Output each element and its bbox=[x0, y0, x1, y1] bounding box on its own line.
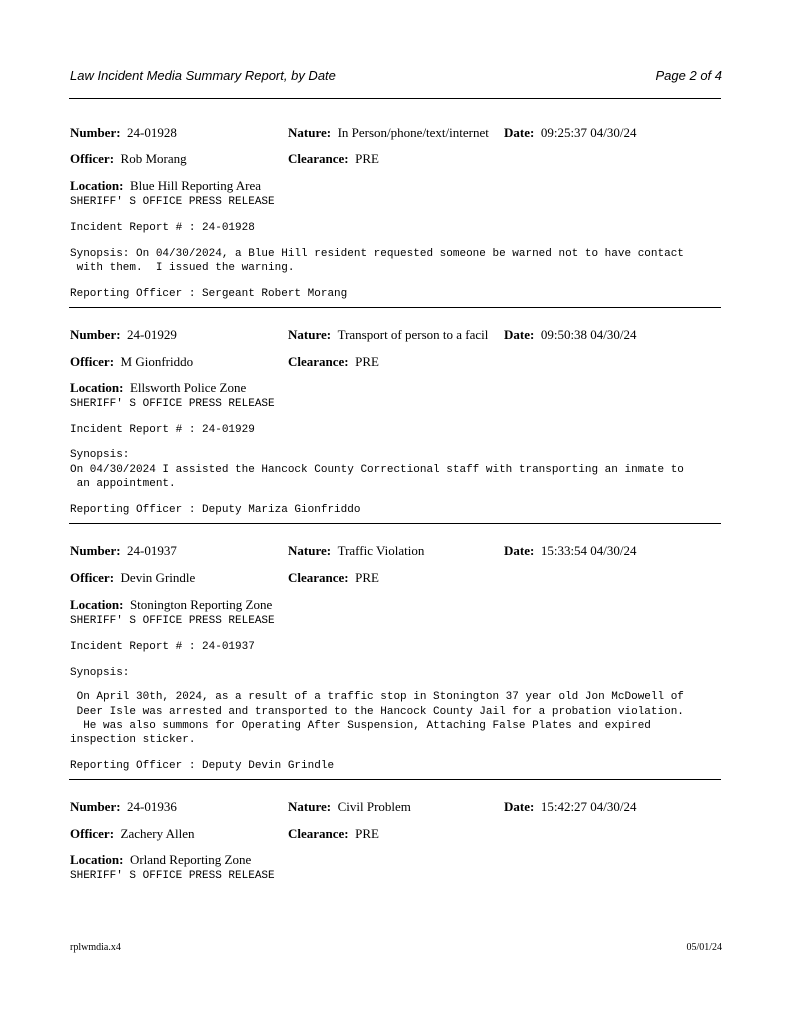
press-release-line: SHERIFF' S OFFICE PRESS RELEASE bbox=[70, 870, 275, 882]
synopsis-line: On April 30th, 2024, as a result of a traffic stop in Stonington 37 year old Jon McDowell of bbox=[70, 691, 684, 703]
report-title: Law Incident Media Summary Report, by Date bbox=[70, 68, 336, 83]
nature-field: Nature: In Person/phone/text/internet bbox=[288, 125, 489, 140]
incident-report-line: Incident Report # : 24-01929 bbox=[70, 424, 255, 436]
date-field: Date: 15:33:54 04/30/24 bbox=[504, 543, 637, 558]
footer-report-code: rplwmdia.x4 bbox=[70, 942, 121, 953]
incident-location: Blue Hill Reporting Area bbox=[129, 178, 262, 193]
officer-field: Officer: Devin Grindle bbox=[70, 570, 196, 585]
entry-divider bbox=[69, 307, 721, 308]
number-field: Number: 24-01936 bbox=[70, 799, 177, 814]
synopsis-line: with them. I issued the warning. bbox=[70, 262, 295, 274]
incident-nature: Transport of person to a facil bbox=[337, 327, 489, 342]
incident-nature: Traffic Violation bbox=[337, 543, 425, 558]
incident-number: 24-01937 bbox=[127, 543, 177, 558]
header-divider bbox=[69, 98, 721, 99]
incident-number: 24-01929 bbox=[127, 327, 177, 342]
number-field: Number: 24-01937 bbox=[70, 543, 177, 558]
incident-officer: Zachery Allen bbox=[120, 826, 195, 841]
incident-clearance: PRE bbox=[355, 570, 379, 585]
incident-nature: In Person/phone/text/internet bbox=[337, 125, 489, 140]
number-field: Number: 24-01928 bbox=[70, 125, 177, 140]
reporting-officer-line: Reporting Officer : Deputy Mariza Gionfriddo bbox=[70, 504, 361, 516]
incident-location: Ellsworth Police Zone bbox=[129, 380, 247, 395]
incident-report-line: Incident Report # : 24-01928 bbox=[70, 222, 255, 234]
press-release-line: SHERIFF' S OFFICE PRESS RELEASE bbox=[70, 196, 275, 208]
synopsis-line: an appointment. bbox=[70, 478, 176, 490]
clearance-field: Clearance: PRE bbox=[288, 826, 379, 841]
synopsis-line: Synopsis: On 04/30/2024, a Blue Hill resident requested someone be warned not to have contact bbox=[70, 248, 684, 260]
synopsis-line: Deer Isle was arrested and transported to the Hancock County Jail for a probation violation. bbox=[70, 706, 684, 718]
nature-field: Nature: Civil Problem bbox=[288, 799, 411, 814]
location-field: Location: Orland Reporting Zone bbox=[70, 852, 252, 867]
nature-field: Nature: Traffic Violation bbox=[288, 543, 425, 558]
reporting-officer-line: Reporting Officer : Deputy Devin Grindle bbox=[70, 760, 335, 772]
officer-field: Officer: Zachery Allen bbox=[70, 826, 195, 841]
incident-location: Orland Reporting Zone bbox=[129, 852, 252, 867]
incident-date: 15:33:54 04/30/24 bbox=[540, 543, 637, 558]
page-number: Page 2 of 4 bbox=[655, 68, 722, 83]
number-field: Number: 24-01929 bbox=[70, 327, 177, 342]
officer-field: Officer: M Gionfriddo bbox=[70, 354, 194, 369]
incident-officer: M Gionfriddo bbox=[120, 354, 194, 369]
date-field: Date: 15:42:27 04/30/24 bbox=[504, 799, 637, 814]
incident-location: Stonington Reporting Zone bbox=[129, 597, 273, 612]
incident-clearance: PRE bbox=[355, 151, 379, 166]
location-field: Location: Stonington Reporting Zone bbox=[70, 597, 273, 612]
date-field: Date: 09:50:38 04/30/24 bbox=[504, 327, 637, 342]
incident-clearance: PRE bbox=[355, 826, 379, 841]
incident-number: 24-01928 bbox=[127, 125, 177, 140]
reporting-officer-line: Reporting Officer : Sergeant Robert Morang bbox=[70, 288, 348, 300]
incident-officer: Rob Morang bbox=[120, 151, 187, 166]
press-release-line: SHERIFF' S OFFICE PRESS RELEASE bbox=[70, 615, 275, 627]
synopsis-line: Synopsis: bbox=[70, 449, 130, 461]
date-field: Date: 09:25:37 04/30/24 bbox=[504, 125, 637, 140]
location-field: Location: Blue Hill Reporting Area bbox=[70, 178, 262, 193]
clearance-field: Clearance: PRE bbox=[288, 151, 379, 166]
incident-officer: Devin Grindle bbox=[120, 570, 196, 585]
incident-date: 09:50:38 04/30/24 bbox=[540, 327, 637, 342]
press-release-line: SHERIFF' S OFFICE PRESS RELEASE bbox=[70, 398, 275, 410]
footer-print-date: 05/01/24 bbox=[686, 942, 722, 953]
synopsis-line: inspection sticker. bbox=[70, 734, 196, 746]
incident-clearance: PRE bbox=[355, 354, 379, 369]
synopsis-line: He was also summons for Operating After Suspension, Attaching False Plates and expired bbox=[70, 720, 651, 732]
synopsis-line: On 04/30/2024 I assisted the Hancock County Correctional staff with transporting an inmate to bbox=[70, 464, 684, 476]
incident-date: 15:42:27 04/30/24 bbox=[540, 799, 637, 814]
incident-report-line: Incident Report # : 24-01937 bbox=[70, 641, 255, 653]
entry-divider bbox=[69, 523, 721, 524]
officer-field: Officer: Rob Morang bbox=[70, 151, 187, 166]
incident-number: 24-01936 bbox=[127, 799, 177, 814]
incident-nature: Civil Problem bbox=[337, 799, 411, 814]
clearance-field: Clearance: PRE bbox=[288, 354, 379, 369]
synopsis-line: Synopsis: bbox=[70, 667, 130, 679]
location-field: Location: Ellsworth Police Zone bbox=[70, 380, 247, 395]
clearance-field: Clearance: PRE bbox=[288, 570, 379, 585]
entry-divider bbox=[69, 779, 721, 780]
nature-field: Nature: Transport of person to a facil bbox=[288, 327, 489, 342]
incident-date: 09:25:37 04/30/24 bbox=[540, 125, 637, 140]
